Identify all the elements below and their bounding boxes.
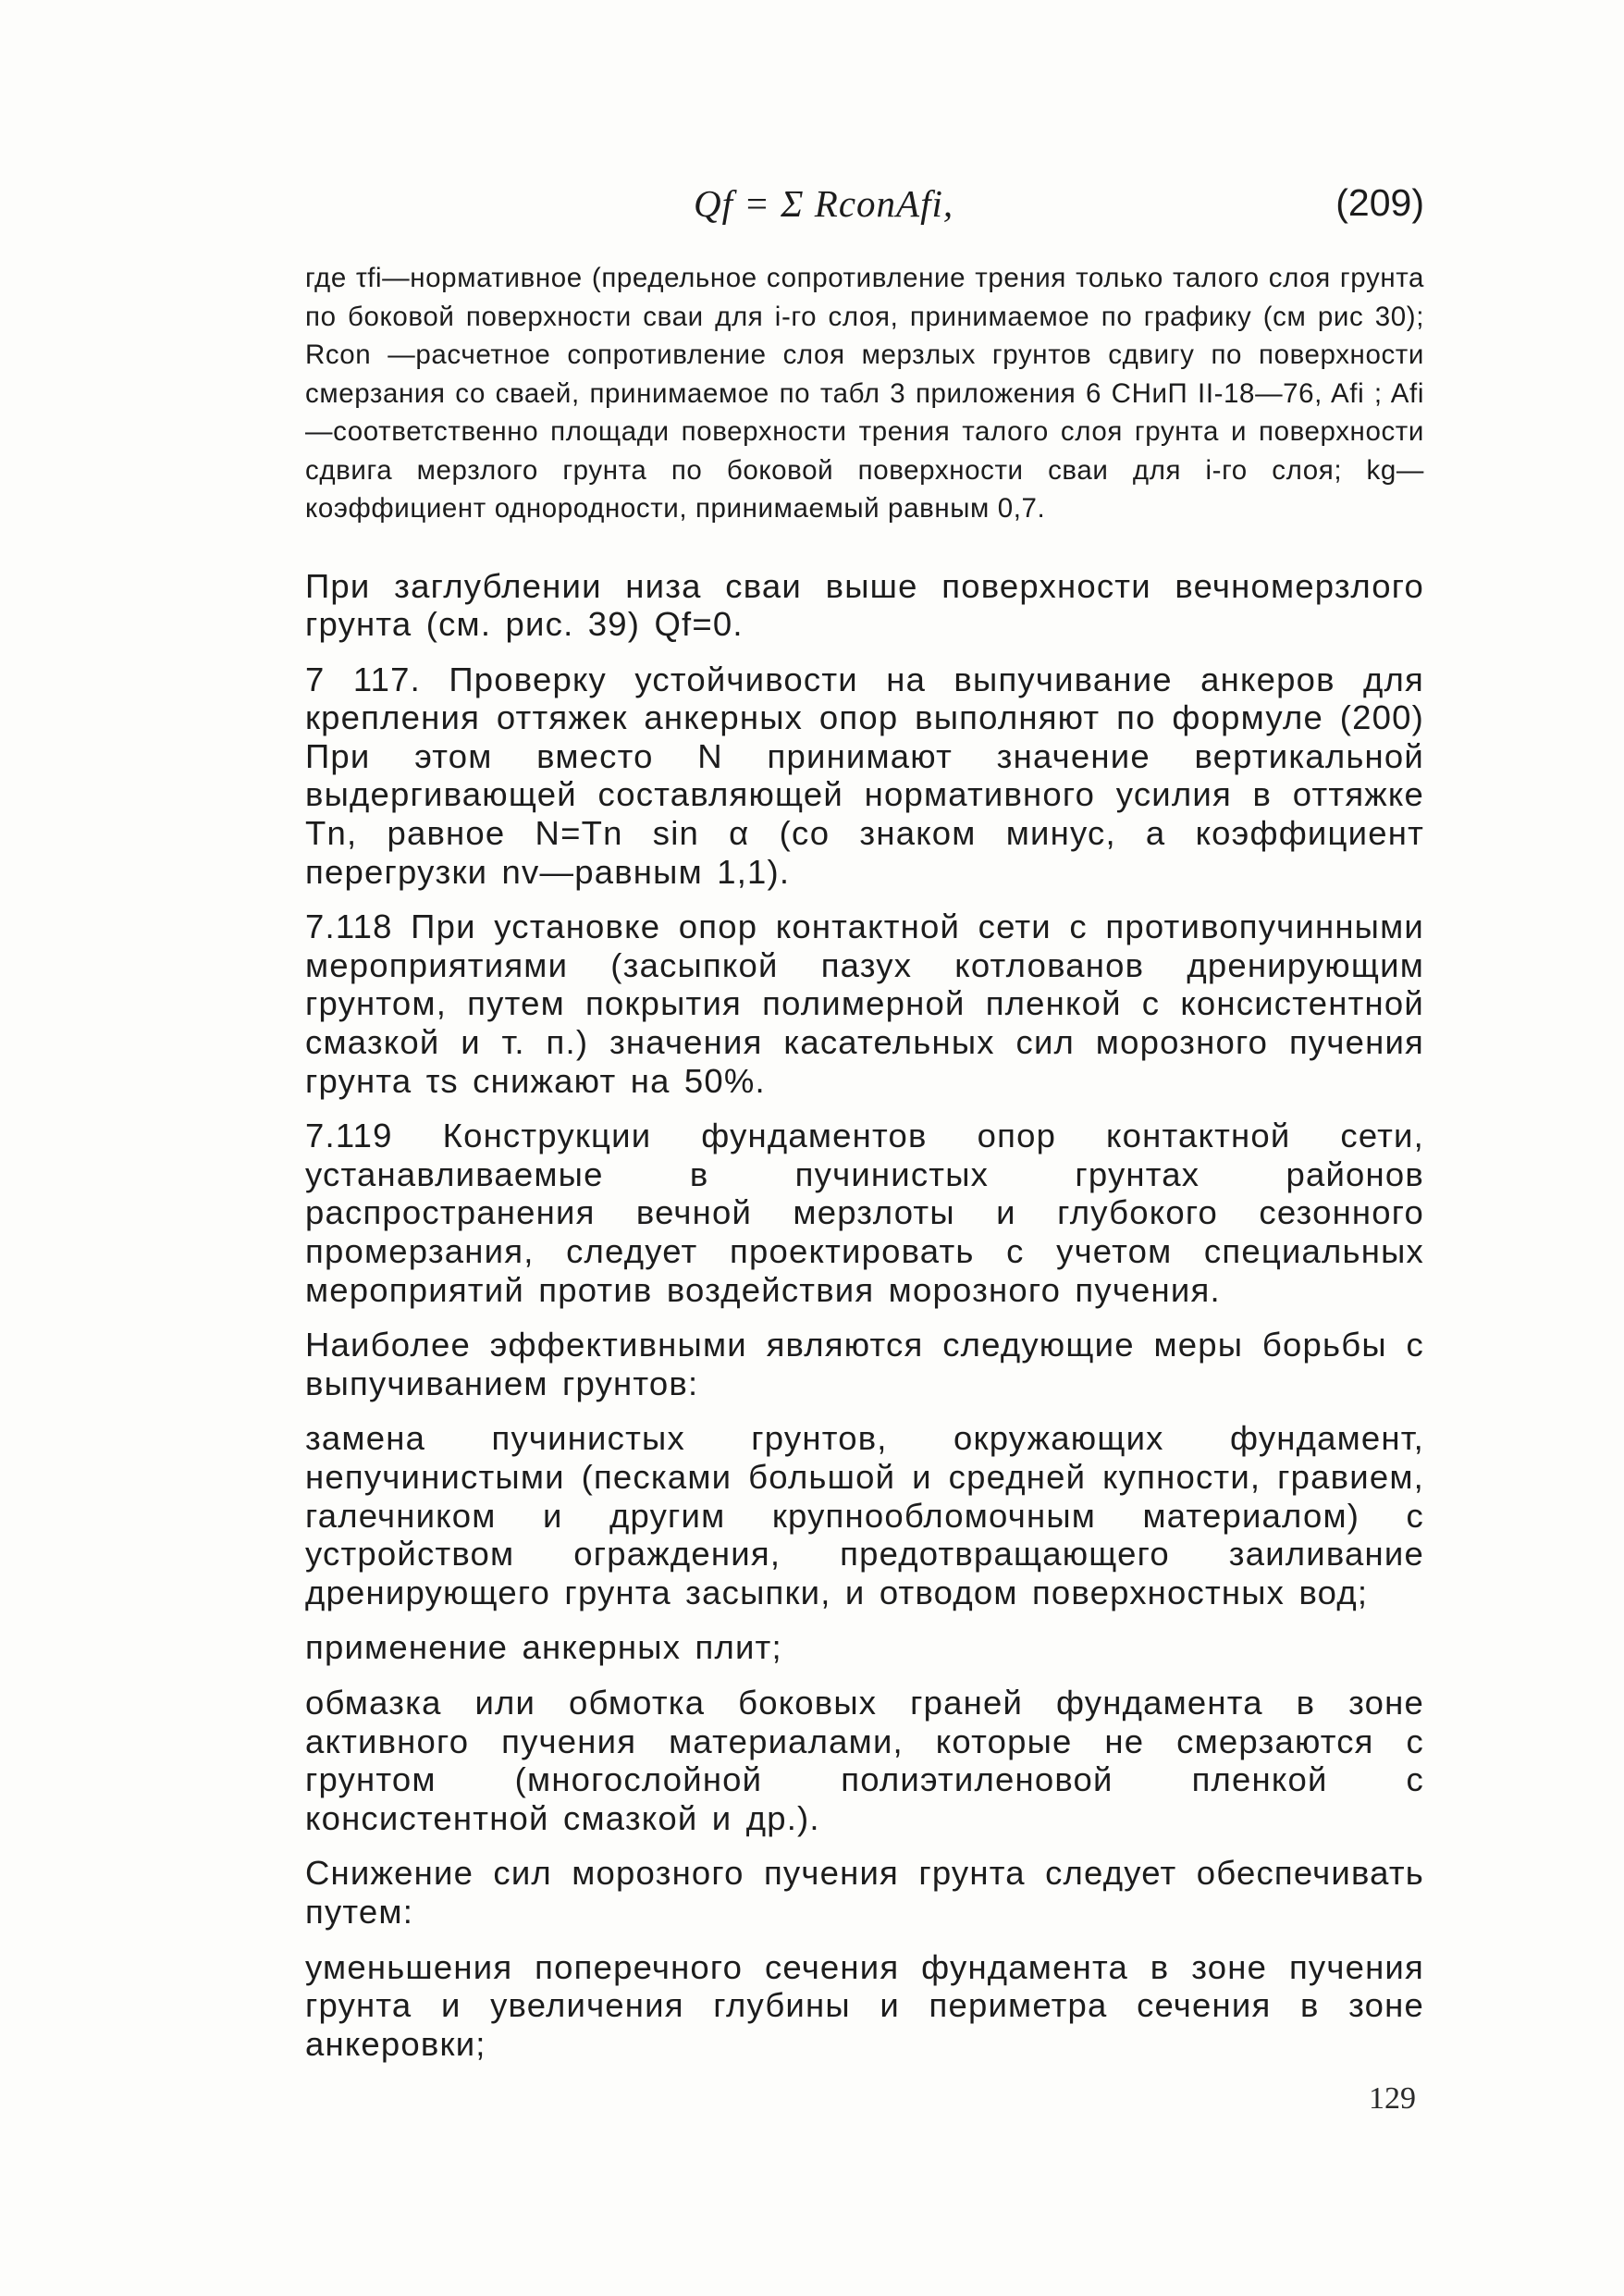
paragraph-7-118: 7.118 При установке опор контактной сети с противопучинными мероприятиями (засыпкой пазух котлованов дренирующим грунтом, путем покрытия полимерной пленкой с консистентной смазкой и т. п.) значения касательных сил морозного пучения грунта τs снижают на 50%. <box>305 907 1424 1100</box>
paragraph-measures-intro: Наиболее эффективными являются следующие меры борьбы с выпучиванием грунтов: <box>305 1326 1424 1402</box>
page-number: 129 <box>1369 2081 1416 2116</box>
paragraph-qf-zero: При заглублении низа сваи выше поверхности вечномерзлого грунта (см. рис. 39) Qf=0. <box>305 566 1424 644</box>
paragraph-measure-anchor-plates: применение анкерных плит; <box>305 1628 782 1667</box>
definition-note: где τfi—нормативное (предельное сопротивление трения только талого слоя грунта по боковой поверхности сваи для i-го слоя, принимаемое по графику (см рис 30); Rcon —расчетное сопротивление слоя мерзлых грунтов сдвигу по поверхности смерзания со сваей, принимаемое по табл 3 приложения 6 СНиП II-18—76, Afi ; Afi —соответственно площади поверхности трения талого слоя грунта и поверхности сдвига мерзлого грунта по боковой поверхности сваи для i-го слоя; kg—коэффициент однородности, принимаемый равным 0,7. <box>305 263 1424 524</box>
formula-number: (209) <box>1335 181 1424 224</box>
paragraph-reduction-section: уменьшения поперечного сечения фундамента в зоне пучения грунта и увеличения глубины и периметра сечения в зоне анкеровки; <box>305 1947 1424 2063</box>
paragraph-reduction-intro: Снижение сил морозного пучения грунта следует обеспечивать путем: <box>305 1854 1424 1931</box>
page-content <box>305 181 1424 2080</box>
paragraph-7-117: 7 117. Проверку устойчивости на выпучивание анкеров для крепления оттяжек анкерных опор выполняют по формуле (200) При этом вместо N принимают значение вертикальной выдергивающей составляющей нормативного усилия в оттяжке Tn, равное N=Tn sin α (со знаком минус, а коэффициент перегрузки nv—равным 1,1). <box>305 660 1424 891</box>
paragraph-7-119: 7.119 Конструкции фундаментов опор контактной сети, устанавливаемые в пучинистых грунтах районов распространения вечной мерзлоты и глубокого сезонного промерзания, следует проектировать с учетом специальных мероприятий против воздействия морозного пучения. <box>305 1117 1424 1309</box>
formula-row <box>305 181 1424 233</box>
paragraph-measure-replacement: замена пучинистых грунтов, окружающих фундамент, непучинистыми (песками большой и средней купности, гравием, галечником и другим крупнообломочным материалом) с устройством ограждения, предотвращающего заиливание дренирующего грунта засыпки, и отводом поверхностных вод; <box>305 1419 1424 1611</box>
formula-209: Qf = Σ RconAfi, <box>694 182 954 225</box>
paragraph-measure-coating: обмазка или обмотка боковых граней фундамента в зоне активного пучения материалами, которые не смерзаются с грунтом (многослойной полиэтиленовой пленкой с консистентной смазкой и др.). <box>305 1683 1424 1837</box>
